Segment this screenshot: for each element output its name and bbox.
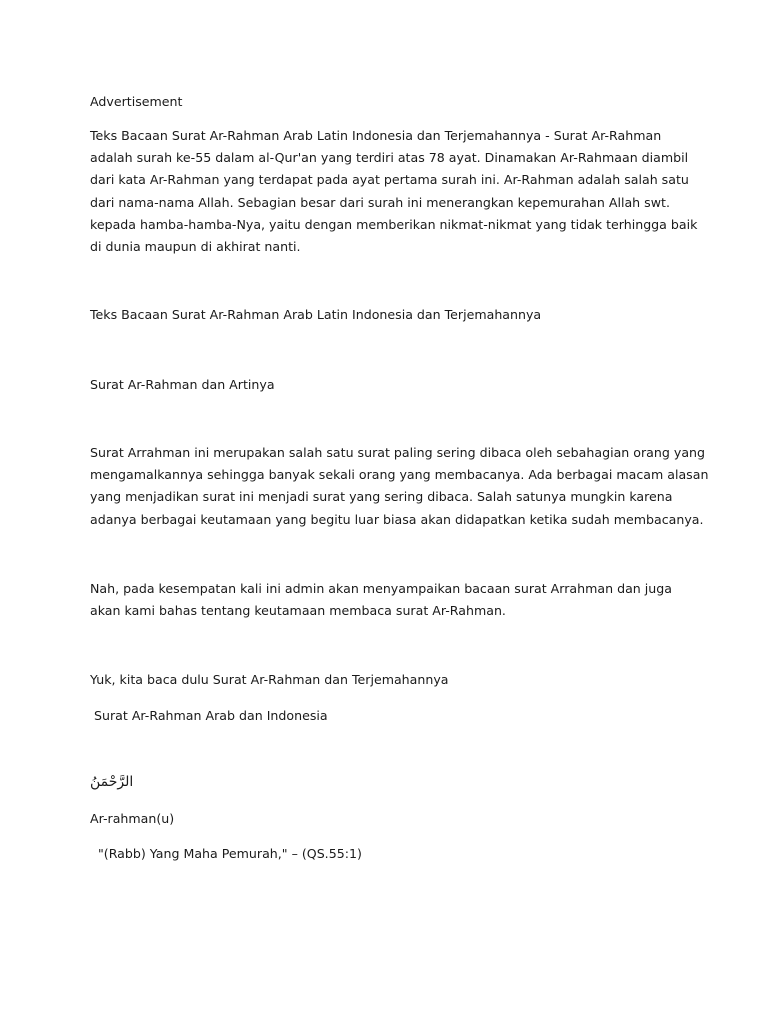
subheading-arab-indonesia: Surat Ar-Rahman Arab dan Indonesia <box>90 708 328 723</box>
intro-line: kepada hamba-hamba-Nya, yaitu dengan memberikan nikmat-nikmat yang tidak terhingga baik <box>90 216 698 232</box>
body-paragraph <box>90 442 709 531</box>
intro-line: dari kata Ar-Rahman yang terdapat pada ayat pertama surah ini. Ar-Rahman adalah salah satu <box>90 172 689 188</box>
heading-text-reading: Teks Bacaan Surat Ar-Rahman Arab Latin Indonesia dan Terjemahannya <box>90 307 542 322</box>
arabic-verse: الرَّحْمَنُ <box>90 774 134 790</box>
heading-surat-meaning: Surat Ar-Rahman dan Artinya <box>90 377 275 392</box>
body-line: mengamalkannya sehingga banyak sekali orang yang membacanya. Ada berbagai macam alasan <box>90 467 709 483</box>
body-line: adanya berbagai keutamaan yang begitu luar biasa akan didapatkan ketika sudah membacanya. <box>90 511 704 527</box>
intro-line: dari nama-nama Allah. Sebagian besar dari surah ini menerangkan kepemurahan Allah swt. <box>90 194 670 210</box>
closing-paragraph <box>90 578 690 622</box>
body-line: yang menjadikan surat ini menjadi surat yang sering dibaca. Salah satunya mungkin karena <box>90 489 673 505</box>
intro-line: di dunia maupun di akhirat nanti. <box>90 239 301 255</box>
body-line: Surat Arrahman ini merupakan salah satu surat paling sering dibaca oleh sebahagian orang yang <box>90 445 706 460</box>
intro-paragraph <box>90 125 698 258</box>
intro-line: adalah surah ke-55 dalam al-Qur'an yang terdiri atas 78 ayat. Dinamakan Ar-Rahmaan diambil <box>90 150 689 166</box>
translation: "(Rabb) Yang Maha Pemurah," – (QS.55:1) <box>90 846 362 861</box>
advertisement-label: Advertisement <box>90 94 183 109</box>
closing-line: Nah, pada kesempatan kali ini admin akan menyampaikan bacaan surat Arrahman dan juga <box>90 581 672 596</box>
intro-line: Teks Bacaan Surat Ar-Rahman Arab Latin Indonesia dan Terjemahannya - Surat Ar-Rahman <box>90 128 662 143</box>
closing-line: akan kami bahas tentang keutamaan membaca surat Ar-Rahman. <box>90 603 506 619</box>
invite-text: Yuk, kita baca dulu Surat Ar-Rahman dan Terjemahannya <box>90 672 449 687</box>
transliteration: Ar-rahman(u) <box>90 811 175 826</box>
